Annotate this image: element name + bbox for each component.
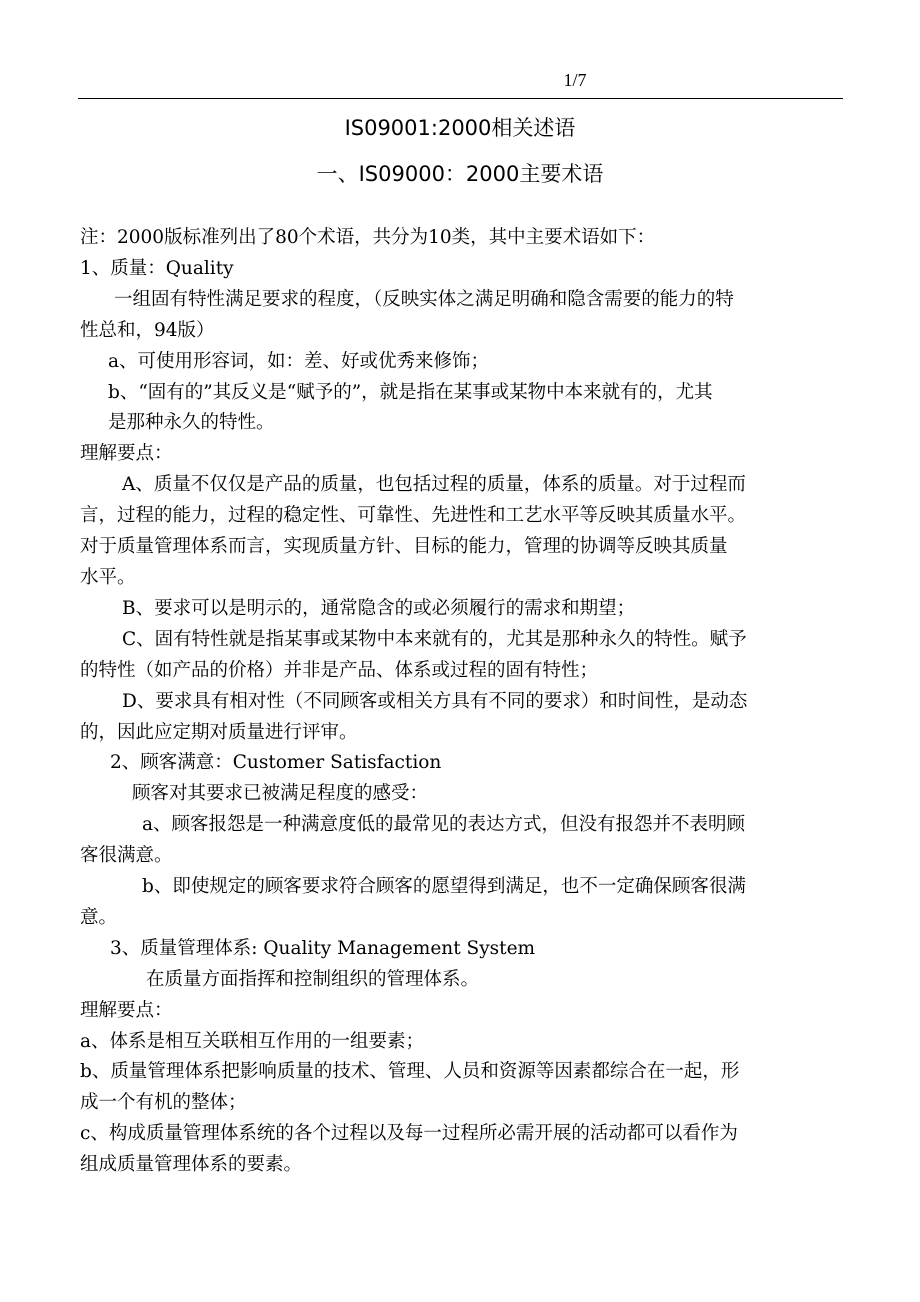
paragraph-line: B、要求可以是明示的，通常隐含的或必须履行的需求和期望；: [122, 597, 636, 619]
list-item: b、“固有的”其反义是“赋予的”，就是指在某事或某物中本来就有的，尤其: [108, 381, 713, 403]
definition-line: 一组固有特性满足要求的程度，（反映实体之满足明确和隐含需要的能力的特: [114, 288, 734, 310]
paragraph-line: 对于质量管理体系而言，实现质量方针、目标的能力，管理的协调等反映其质量: [80, 536, 728, 558]
paragraph-line: D、要求具有相对性（不同顾客或相关方具有不同的要求）和时间性，是动态: [122, 690, 748, 712]
section-heading: 一、IS09000：2000主要术语: [316, 162, 604, 186]
header-rule: [78, 98, 843, 99]
body-text: [80, 223, 842, 1181]
note-line: 注：2000版标准列出了80个术语，共分为10类，其中主要术语如下：: [80, 227, 656, 248]
page-number: 1/7: [563, 70, 587, 90]
list-item: 意。: [80, 906, 118, 928]
paragraph-line: C、固有特性就是指某事或某物中本来就有的，尤其是那种永久的特性。赋予: [122, 628, 747, 650]
paragraph-line: A、质量不仅仅是产品的质量，也包括过程的质量，体系的质量。对于过程而: [122, 474, 746, 496]
term-heading-customer-satisfaction: 2、顾客满意：Customer Satisfaction: [110, 752, 442, 774]
list-item: 成一个有机的整体；: [80, 1092, 247, 1114]
list-item: a、体系是相互关联相互作用的一组要素；: [80, 1030, 425, 1052]
paragraph-line: 言，过程的能力，过程的稳定性、可靠性、先进性和工艺水平等反映其质量水平。: [80, 505, 747, 527]
definition-line: 在质量方面指挥和控制组织的管理体系。: [146, 968, 480, 990]
definition-line: 性总和，94版）: [80, 319, 215, 341]
list-item: 组成质量管理体系的要素。: [80, 1154, 303, 1176]
definition-line: 顾客对其要求已被满足程度的感受：: [132, 783, 429, 805]
list-item: b、即使规定的顾客要求符合顾客的愿望得到满足，也不一定确保顾客很满: [142, 876, 746, 898]
key-points-heading: 理解要点：: [80, 443, 173, 465]
list-item: b、质量管理体系把影响质量的技术、管理、人员和资源等因素都综合在一起，形: [80, 1061, 740, 1083]
paragraph-line: 的特性（如产品的价格）并非是产品、体系或过程的固有特性；: [80, 659, 599, 681]
paragraph-line: 的，因此应定期对质量进行评审。: [80, 721, 358, 743]
term-heading-quality: 1、质量：Quality: [80, 257, 234, 279]
list-item: 客很满意。: [80, 845, 173, 867]
list-item: c、构成质量管理体系统的各个过程以及每一过程所必需开展的活动都可以看作为: [80, 1123, 738, 1145]
term-heading-qms: 3、质量管理体系: Quality Management System: [110, 937, 536, 959]
list-item: a、可使用形容词，如：差、好或优秀来修饰；: [108, 350, 490, 372]
document-title: IS09001:2000相关述语: [344, 116, 576, 140]
list-item: a、顾客报怨是一种满意度低的最常见的表达方式，但没有报怨并不表明顾: [142, 814, 746, 836]
paragraph-line: 水平。: [80, 566, 136, 588]
list-item: 是那种永久的特性。: [108, 412, 275, 434]
key-points-heading: 理解要点：: [80, 999, 173, 1021]
